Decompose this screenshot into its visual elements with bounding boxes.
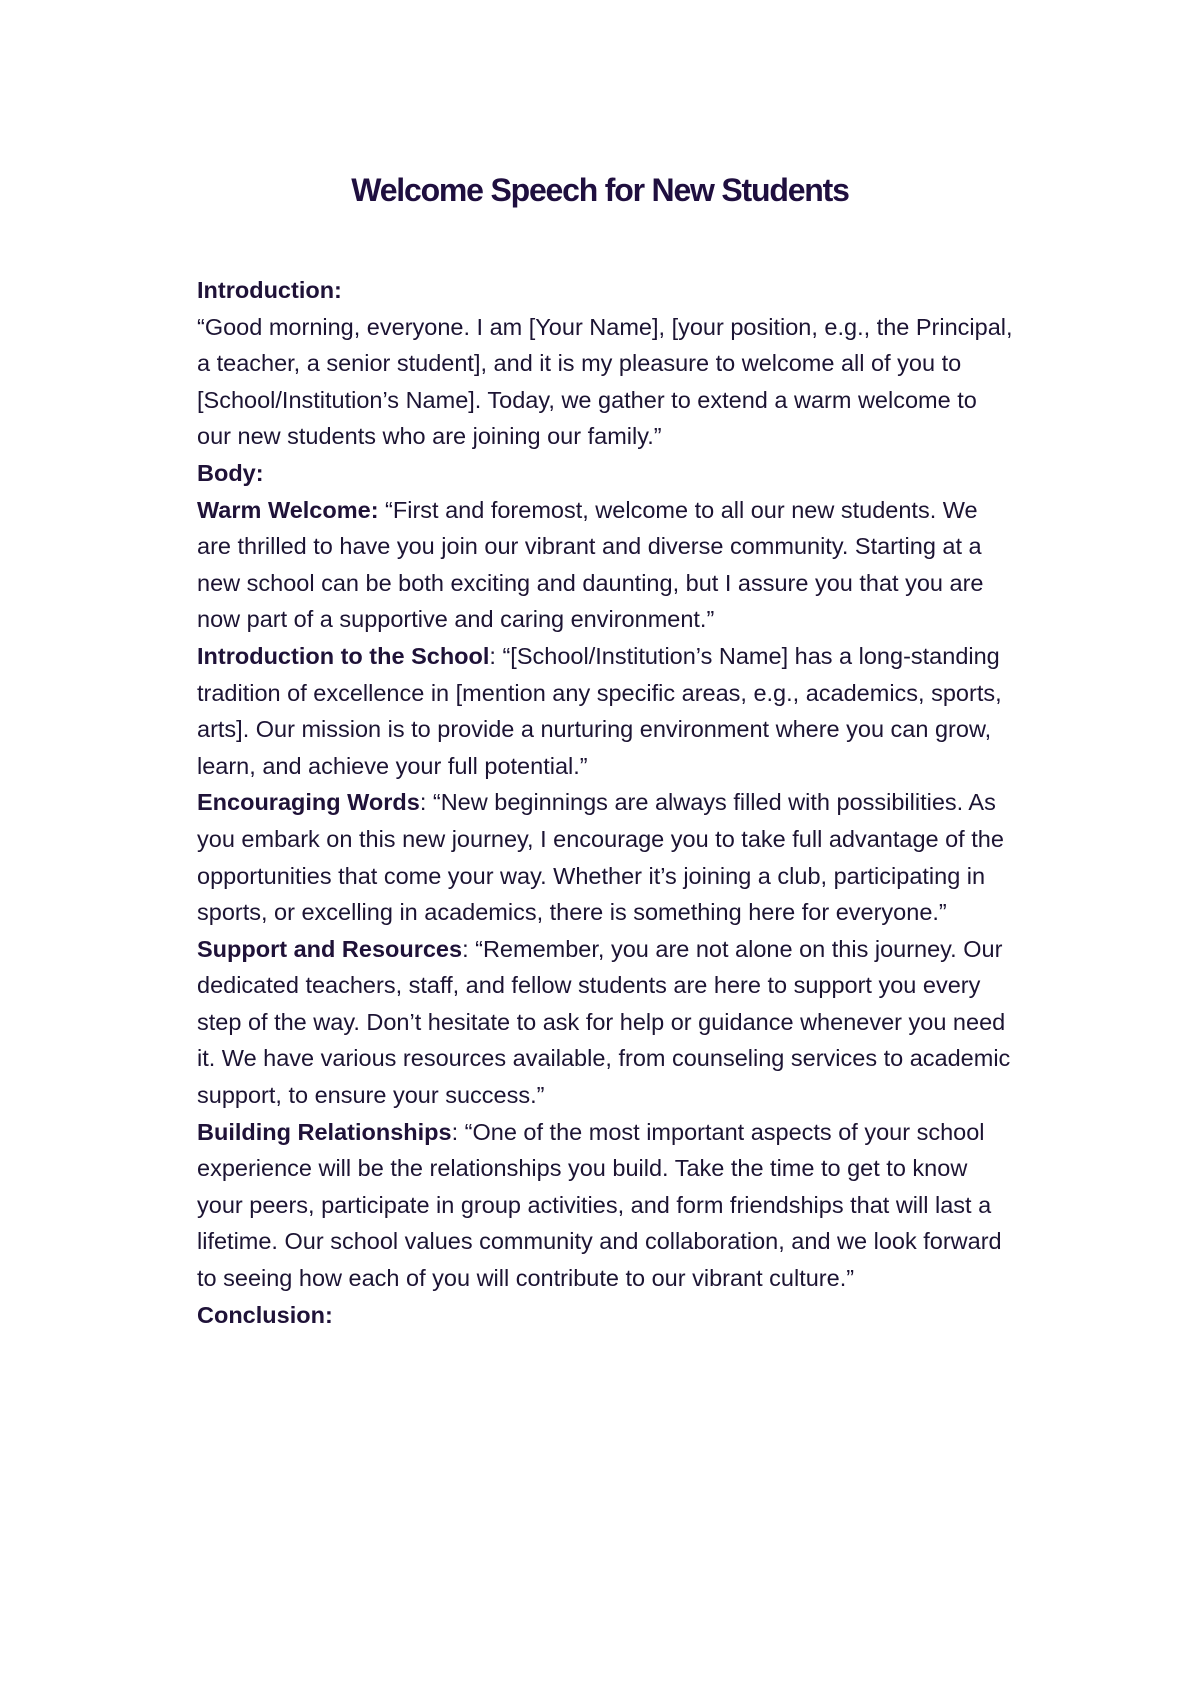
section-text: “First and foremost, welcome to all our new students. We are thrilled to have you join our vibrant and diverse community. Starting at a new school can be both exciting and daunting, but I assure you that you are now part of a supportive and caring environment.” <box>197 496 984 633</box>
section-label: Introduction to the School <box>197 642 490 669</box>
section-encouraging-words <box>197 784 1017 930</box>
section-introduction-to-school <box>197 638 1017 784</box>
conclusion-heading: Conclusion: <box>197 1301 333 1328</box>
introduction-heading: Introduction: <box>197 277 342 303</box>
section-text: : “New beginnings are always filled with possibilities. As you embark on this new journey, I encourage you to take full advantage of the opportunities that come your way. Whether it’s joining a club, participating in sports, or excelling in academics, there is something here for everyone.” <box>197 789 1004 926</box>
section-building-relationships <box>197 1114 1017 1297</box>
section-label: Encouraging Words <box>197 789 420 816</box>
section-warm-welcome <box>197 492 1017 638</box>
section-text: : “One of the most important aspects of your school experience will be the relationships you build. Take the time to get to know your peers, participate in group activities, and form friendships that will last a lifetime. Our school values community and collaboration, and we look forward to seeing how each of you will contribute to our vibrant culture.” <box>197 1118 1002 1292</box>
document-title: Welcome Speech for New Students <box>351 172 849 208</box>
section-text: : “Remember, you are not alone on this journey. Our dedicated teachers, staff, and fellow students are here to support you every step of the way. Don’t hesitate to ask for help or guidance whenever you need it. We have various resources available, from counseling services to academic support, to ensure your success.” <box>197 935 1011 1109</box>
section-support-and-resources <box>197 931 1017 1114</box>
section-text: : “[School/Institution’s Name] has a long-standing tradition of excellence in [mention any specific areas, e.g., academics, sports, arts]. Our mission is to provide a nurturing environment where you can grow, learn, and achieve your full potential.” <box>197 642 1002 779</box>
section-label: Support and Resources <box>197 935 463 962</box>
section-label: Warm Welcome: <box>197 496 379 523</box>
body-heading: Body: <box>197 459 264 486</box>
introduction-paragraph: “Good morning, everyone. I am [Your Name], [your position, e.g., the Principal, a teacher, a senior student], and it is my pleasure to welcome all of you to [School/Institution’s Name]. Today, we gather to extend a warm welcome to our new students who are joining our family.” <box>197 313 1013 450</box>
speech-body <box>197 272 1017 1333</box>
section-label: Building Relationships <box>197 1118 452 1145</box>
